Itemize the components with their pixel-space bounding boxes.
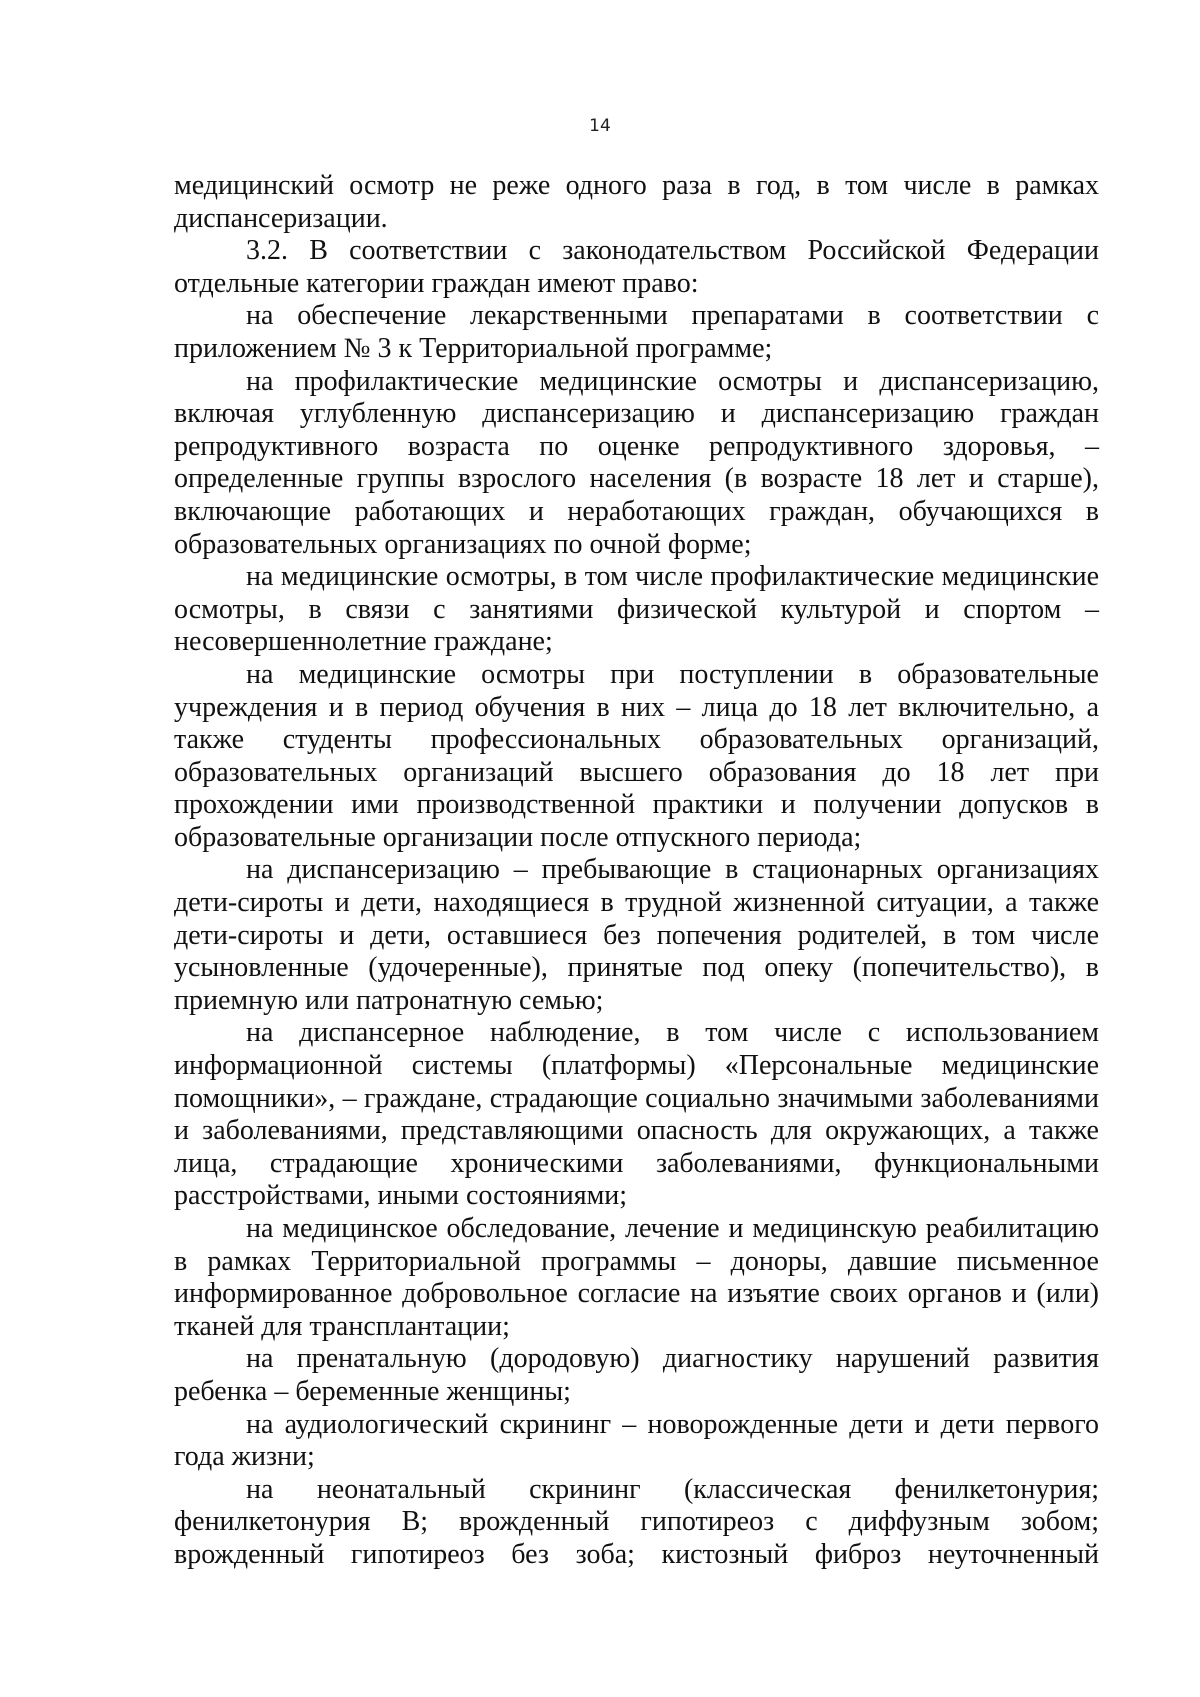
paragraph: на пренатальную (дородовую) диагностику нарушений развития ребенка – беременные женщины;	[174, 1343, 1099, 1407]
paragraph: медицинский осмотр не реже одного раза в год, в том числе в рамках диспансеризации.	[174, 170, 1099, 234]
paragraph: на медицинские осмотры, в том числе профилактические медицинские осмотры, в связи с занятиями физической культурой и спортом – несовершеннолетние граждане;	[174, 561, 1099, 658]
paragraph: на диспансерное наблюдение, в том числе с использованием информационной системы (платформы) «Персональные медицинские помощники», – граждане, страдающие социально значимыми заболеваниями и заболеваниями, представляющими опасность для окружающих, а также лица, страдающие хроническими заболеваниями, функциональными расстройствами, иными состояниями;	[174, 1017, 1099, 1212]
paragraph: на медицинские осмотры при поступлении в образовательные учреждения и в период обучения в них – лица до 18 лет включительно, а также студенты профессиональных образовательных организаций, образовательных организаций высшего образования до 18 лет при прохождении ими производственной практики и получении допусков в образовательные организации после отпускного периода;	[174, 658, 1099, 853]
paragraph: на неонатальный скрининг (классическая фенилкетонурия; фенилкетонурия B; врожденный гипотиреоз с диффузным зобом; врожденный гипотиреоз без зоба; кистозный фиброз неуточненный	[174, 1473, 1099, 1570]
paragraph: на профилактические медицинские осмотры и диспансеризацию, включая углубленную диспансеризацию и диспансеризацию граждан репродуктивного возраста по оценке репродуктивного здоровья, – определенные группы взрослого населения (в возрасте 18 лет и старше), включающие работающих и неработающих граждан, обучающихся в образовательных организациях по очной форме;	[174, 365, 1099, 560]
document-body	[174, 170, 1099, 1572]
paragraph: на медицинское обследование, лечение и медицинскую реабилитацию в рамках Территориальной программы – доноры, давшие письменное информированное добровольное согласие на изъятие своих органов и (или) тканей для трансплантации;	[174, 1213, 1099, 1342]
paragraph: на диспансеризацию – пребывающие в стационарных организациях дети-сироты и дети, находящиеся в трудной жизненной ситуации, а также дети-сироты и дети, оставшиеся без попечения родителей, в том числе усыновленные (удочеренные), принятые под опеку (попечительство), в приемную или патронатную семью;	[174, 854, 1099, 1016]
paragraph: на обеспечение лекарственными препаратами в соответствии с приложением № 3 к Территориальной программе;	[174, 300, 1099, 364]
page-number: 14	[589, 116, 611, 136]
paragraph: 3.2. В соответствии с законодательством Российской Федерации отдельные категории граждан имеют право:	[174, 235, 1099, 299]
paragraph: на аудиологический скрининг – новорожденные дети и дети первого года жизни;	[174, 1408, 1099, 1473]
